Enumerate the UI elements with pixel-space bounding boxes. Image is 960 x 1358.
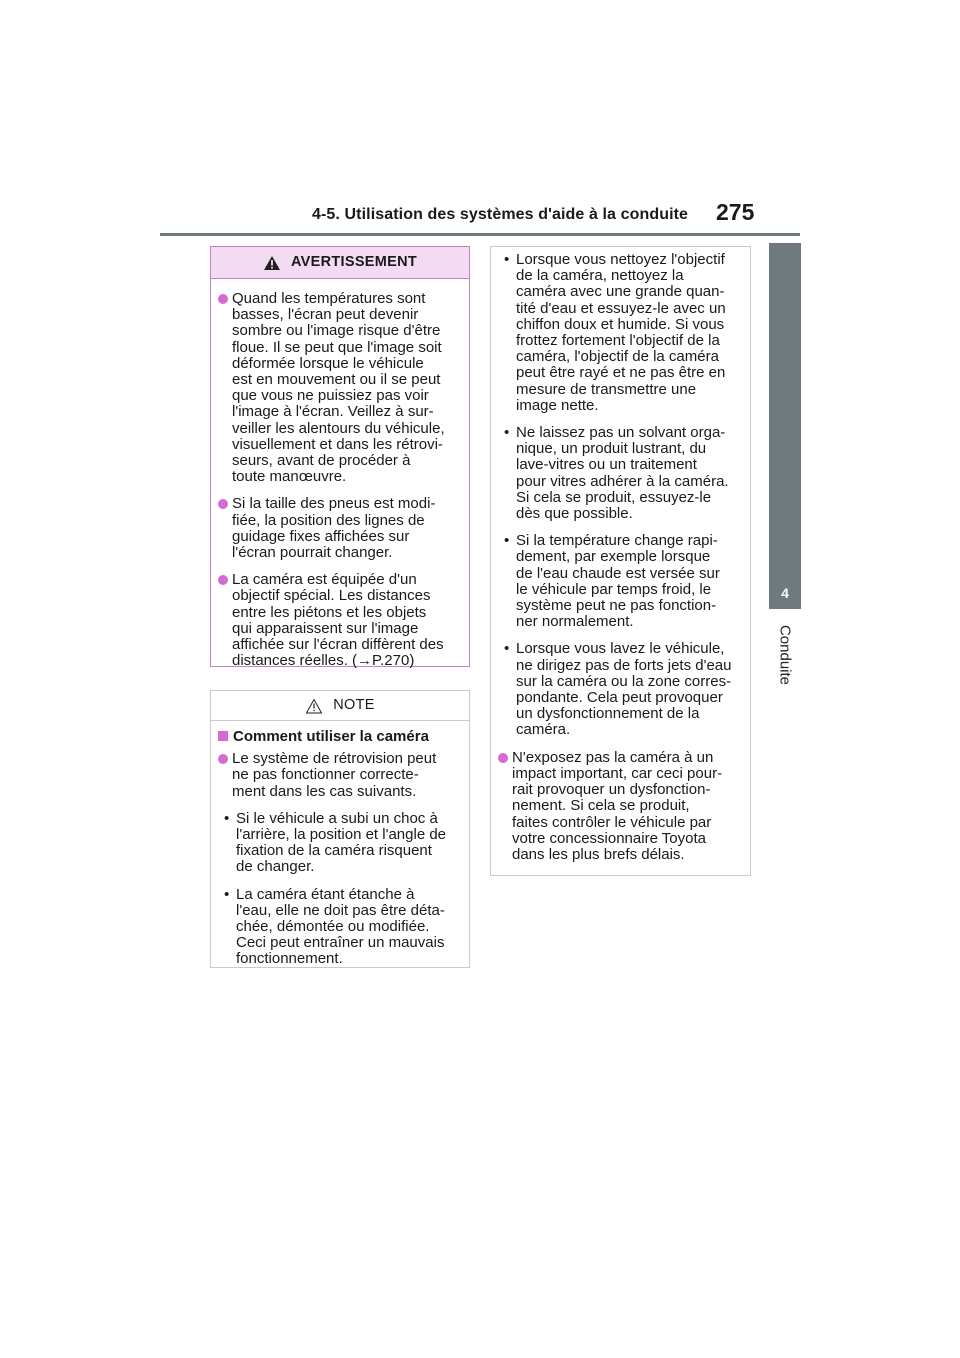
caution-triangle-icon [305,698,323,714]
bullet-mark: • [224,885,230,903]
bullet-dot-icon [218,499,228,509]
bullet-mark: • [224,809,230,827]
warning-box [210,246,470,670]
note-bullet: • Ne laissez pas un solvant orga- nique, un produit lustrant, du lave-vitres ou un traitement pour vitres adhérer à la caméra. Si cela se produit, essuyez-le dès que possible. [504,424,729,523]
section-title: 4-5. Utilisation des systèmes d'aide à la conduite [312,206,689,223]
bullet-mark: • [504,640,510,658]
note-item: Le système de rétrovision peut ne pas fonctionner correcte- ment dans les cas suivants. [218,751,461,800]
bullet-mark: • [504,424,510,442]
warning-header [211,247,469,279]
note-continuation-box [490,246,751,876]
bullet-dot-icon [218,754,228,764]
page-number: 275 [716,199,755,225]
warning-title: AVERTISSEMENT [290,254,418,271]
note-title: NOTE [333,697,375,714]
page-reference-line: distances réelles. (→P.270) [232,652,415,670]
square-bullet-icon [218,731,228,741]
warning-item: Si la taille des pneus est modi- fiée, la position des lignes de guidage fixes affichées sur l'écran pourrait changer. [218,496,461,561]
bullet-dot-icon [218,294,228,304]
note-item: N'exposez pas la caméra à un impact important, car ceci pour- rait provoquer un dysfonction- nement. Si cela se produit, faites contrôler le véhicule par votre concessionnaire Toyota dans les plus brefs délais. [498,750,742,863]
note-section-heading: Comment utiliser la caméra [218,729,461,745]
bullet-mark: • [504,532,510,550]
chapter-number: 4 [781,585,789,601]
chapter-label: Conduite [776,624,794,686]
bullet-dot-icon [218,575,228,585]
note-bullet: • Si le véhicule a subi un choc à l'arrière, la position et l'angle de fixation de la caméra risquent de changer. [224,809,447,876]
note-header [211,691,469,721]
chapter-tab [769,243,801,609]
bullet-mark: • [504,251,510,268]
note-bullet: • La caméra étant étanche à l'eau, elle ne doit pas être déta- chée, démontée ou modifiée. Ceci peut entraîner un mauvais fonctionnement. [224,885,445,968]
note-box [210,690,470,968]
note-bullet: • Si la température change rapi- dement, par exemple lorsque de l'eau chaude est versée sur le véhicule par temps froid, le système peut ne pas fonction- ner normalement. [504,532,720,631]
warning-item: La caméra est équipée d'un objectif spécial. Les distances entre les piétons et les objets qui apparaissent sur l'image affichée sur l'écran diffèrent des distances réelles. (→P.270) [218,572,461,669]
note-bullet: • Lorsque vous lavez le véhicule, ne dirigez pas de forts jets d'eau sur la caméra ou la zone corres- pondante. Cela peut provoquer un dysfonctionnement de la caméra. [504,640,732,739]
bullet-dot-icon [498,753,508,763]
warning-triangle-icon [263,255,281,271]
warning-item: Quand les températures sont basses, l'écran peut devenir sombre ou l'image risque d'être floue. Il se peut que l'image soit déformée lorsque le véhicule est en mouvement ou il se peut que vous ne puissiez pas voir l'image à l'écran. Veillez à sur- veiller les alentours du véhicule, visuellement et dans les rétrovi- seurs, avant de procéder à toute manœuvre. [218,291,461,485]
note-bullet: • Lorsque vous nettoyez l'objectif de la caméra, nettoyez la caméra avec une grande quan- tité d'eau et essuyez-le avec un chiffon doux et humide. Si vous frottez fortement l'objectif de la caméra, l'objectif de la caméra peut être rayé et ne pas être en mesure de transmettre une image nette. [504,251,726,414]
header-divider [160,233,800,236]
